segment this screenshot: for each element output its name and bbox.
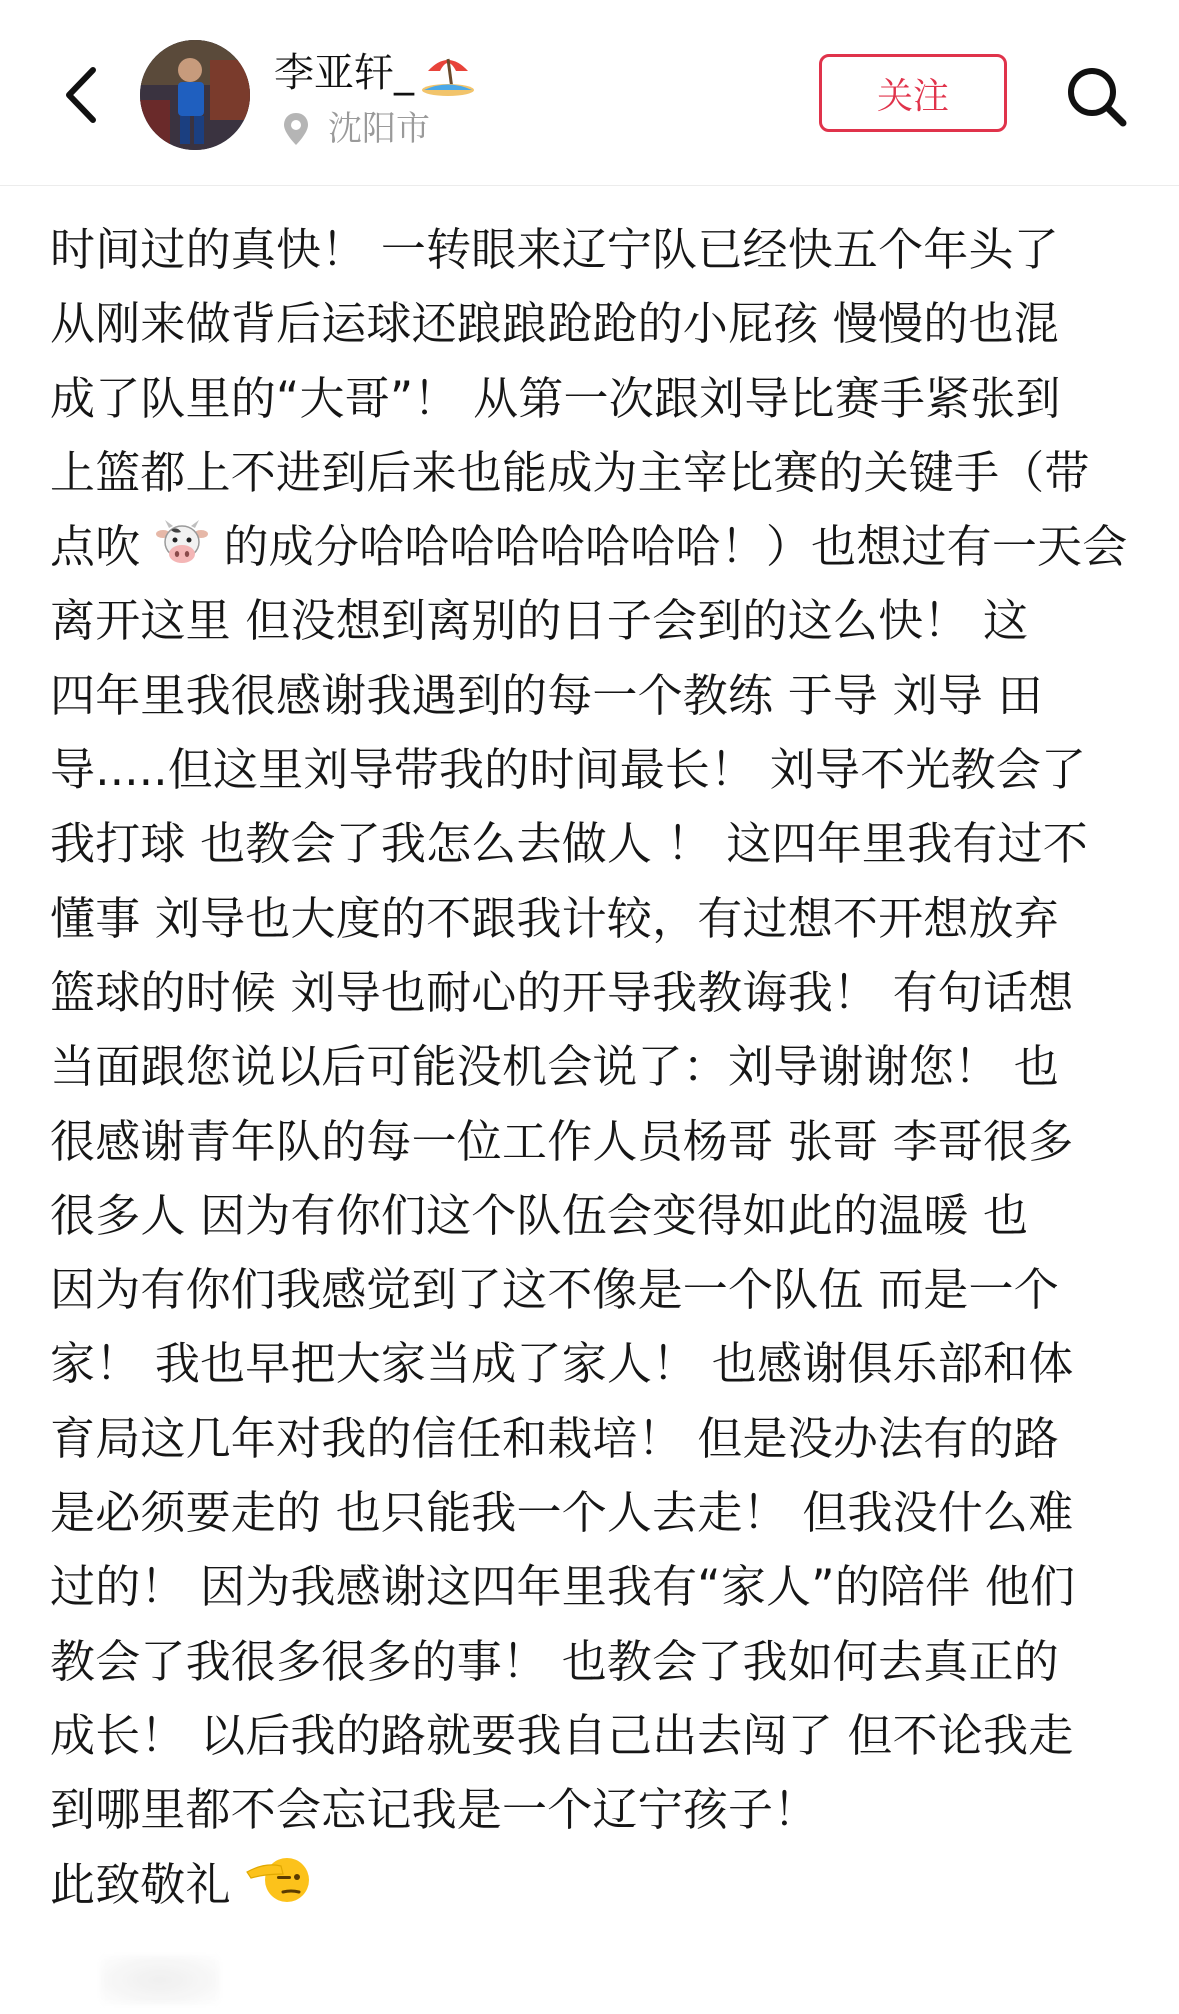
- post-line: 教会了我很多很多的事！ 也教会了我如何去真正的: [50, 1634, 1059, 1688]
- post-line: 因为有你们我感觉到了这不像是一个队伍 而是一个: [50, 1263, 1059, 1317]
- post-line: 成长！ 以后我的路就要我自己出去闯了 但不论我走: [50, 1708, 1074, 1762]
- post-line: 到哪里都不会忘记我是一个辽宁孩子！: [50, 1783, 819, 1837]
- post-line: 是必须要走的 也只能我一个人去走！ 但我没什么难: [50, 1486, 1074, 1540]
- post-line: [50, 510, 1150, 584]
- cow-face-icon: [155, 520, 209, 568]
- back-button[interactable]: [50, 62, 110, 128]
- post-line: 篮球的时候 刘导也耐心的开导我教诲我！ 有句话想: [50, 965, 1074, 1019]
- post-line: 我打球 也教会了我怎么去做人 ！ 这四年里我有过不: [50, 817, 1088, 871]
- post-line-segment: 点吹: [50, 520, 141, 574]
- beach-umbrella-icon: [420, 49, 476, 97]
- top-bar: [0, 0, 1179, 186]
- post-line: 离开这里 但没想到离别的日子会到的这么快！ 这: [50, 594, 1029, 648]
- post-line: 当面跟您说以后可能没机会说了：刘导谢谢您！ 也: [50, 1040, 1059, 1094]
- post-line: 过的！ 因为我感谢这四年里我有“家人”的陪伴 他们: [50, 1560, 1076, 1614]
- post-line: 从刚来做背后运球还踉踉跄跄的小屁孩 慢慢的也混: [50, 297, 1059, 351]
- post-line: 家！ 我也早把大家当成了家人！ 也感谢俱乐部和体: [50, 1337, 1074, 1391]
- post-line: 四年里我很感谢我遇到的每一个教练 于导 刘导 田: [50, 668, 1043, 722]
- search-button[interactable]: [1062, 62, 1132, 132]
- chevron-left-icon: [63, 66, 97, 124]
- post-line: 成了队里的“大哥”！ 从第一次跟刘导比赛手紧张到: [50, 371, 1061, 425]
- location: [282, 106, 430, 152]
- post-line: 很多人 因为有你们这个队伍会变得如此的温暖 也: [50, 1188, 1029, 1242]
- author-name-text: 李亚轩_: [274, 50, 414, 96]
- bottom-decoration: [100, 1955, 220, 2005]
- avatar[interactable]: [140, 40, 250, 150]
- post-line-segment: 的成分哈哈哈哈哈哈哈哈！）也想过有一天会: [223, 520, 1128, 574]
- location-text: 沈阳市: [328, 109, 430, 149]
- map-pin-icon: [282, 111, 310, 147]
- follow-button-label: 关注: [876, 75, 949, 117]
- post-body: [50, 213, 1150, 1922]
- post-line: 上篮都上不进到后来也能成为主宰比赛的关键手（带: [50, 445, 1090, 499]
- post-line-segment: 此致敬礼: [50, 1857, 231, 1911]
- post-line: 育局这几年对我的信任和栽培！ 但是没办法有的路: [50, 1411, 1059, 1465]
- avatar-image: [140, 40, 250, 150]
- post-line: 很感谢青年队的每一位工作人员杨哥 张哥 李哥很多: [50, 1114, 1074, 1168]
- post-line: 导.....但这里刘导带我的时间最长！ 刘导不光教会了: [50, 743, 1087, 797]
- post-line: 时间过的真快！ 一转眼来辽宁队已经快五个年头了: [50, 223, 1059, 276]
- search-icon: [1065, 65, 1129, 129]
- author-name[interactable]: [274, 46, 476, 100]
- post-line: 懂事 刘导也大度的不跟我计较，有过想不开想放弃: [50, 891, 1059, 945]
- saluting-face-icon: [245, 1850, 311, 1906]
- follow-button[interactable]: [819, 54, 1007, 132]
- post-line: [50, 1848, 1150, 1922]
